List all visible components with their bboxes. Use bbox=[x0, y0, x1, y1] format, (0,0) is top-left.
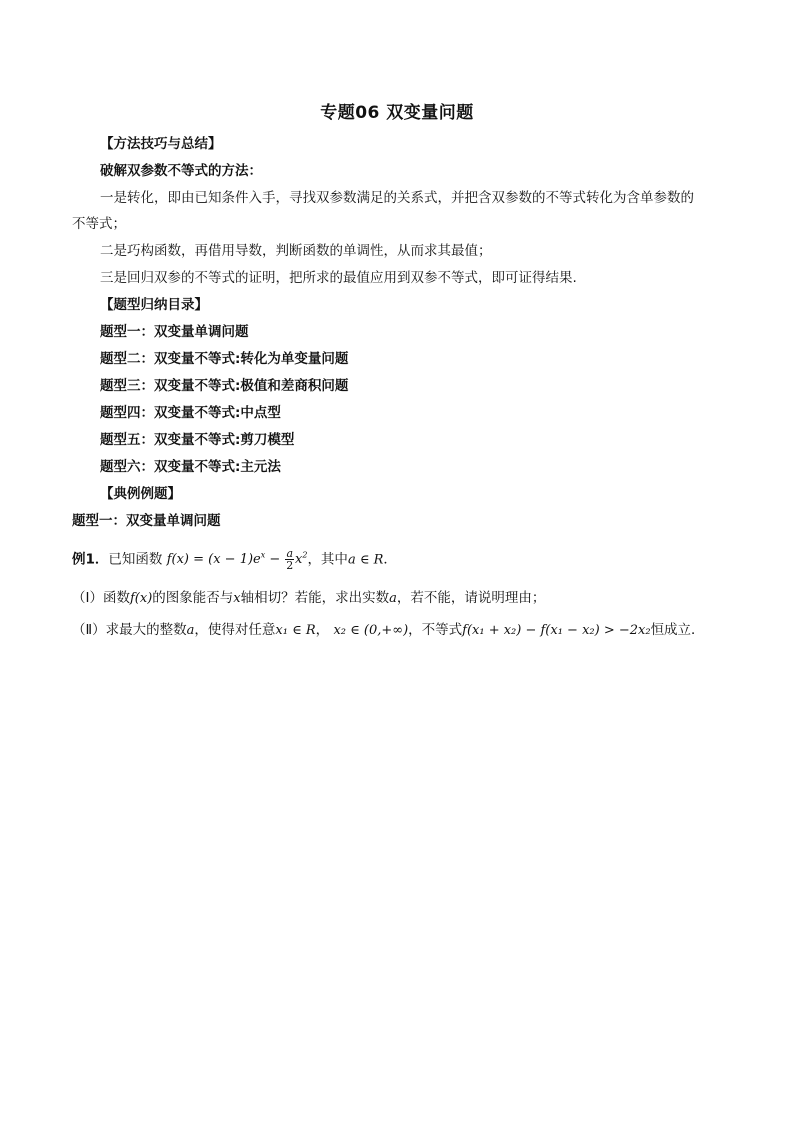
method-1-line-1: 一是转化，即由已知条件入手，寻找双参数满足的关系式，并把含双参数的不等式转化为含单参数的 bbox=[100, 190, 694, 206]
catalog-item-3: 题型三：双变量不等式:极值和差商积问题 bbox=[100, 378, 349, 394]
example-type-heading: 题型一：双变量单调问题 bbox=[72, 513, 221, 529]
parameter-condition: a ∈ R bbox=[347, 552, 384, 568]
method-2: 二是巧构函数，再借用导数，判断函数的单调性，从而求其最值； bbox=[100, 243, 492, 259]
question-2: （Ⅱ）求最大的整数a，使得对任意x₁ ∈ R， x₂ ∈ (0,+∞)，不等式f(x₁ + x₂) − f(x₁ − x₂) > −2x₂恒成立． bbox=[72, 622, 705, 638]
example-1-intro: 已知函数 bbox=[108, 551, 163, 568]
function-definition: $f(x) = (x - 1)e^x$ − $\frac{a}{2}$ $x^2$ bbox=[166, 547, 308, 573]
section-catalog-heading: 【题型归纳目录】 bbox=[100, 297, 208, 313]
example-1-statement: 例1．已知函数 $f(x) = (x - 1)e^x$ − $\frac{a}{2}$ $x^2$，其中a ∈ R． bbox=[72, 547, 397, 573]
methods-heading: 破解双参数不等式的方法： bbox=[100, 163, 262, 179]
section-methods-heading: 【方法技巧与总结】 bbox=[100, 136, 222, 152]
fraction-a-over-2: $\frac{a}{2}$ bbox=[286, 547, 294, 573]
method-3: 三是回归双参的不等式的证明，把所求的最值应用到双参不等式，即可证得结果. bbox=[100, 270, 577, 286]
catalog-item-4: 题型四：双变量不等式:中点型 bbox=[100, 405, 281, 421]
method-1-line-2: 不等式； bbox=[72, 216, 126, 232]
example-1-label: 例1． bbox=[72, 551, 109, 568]
catalog-item-1: 题型一：双变量单调问题 bbox=[100, 324, 249, 340]
example-1-where: ，其中 bbox=[307, 551, 348, 568]
catalog-item-5: 题型五：双变量不等式:剪刀模型 bbox=[100, 432, 295, 448]
catalog-item-2: 题型二：双变量不等式:转化为单变量问题 bbox=[100, 351, 349, 367]
inequality: f(x₁ + x₂) − f(x₁ − x₂) > −2x₂ bbox=[462, 623, 651, 638]
page-title: 专题06 双变量问题 bbox=[320, 103, 474, 123]
catalog-item-6: 题型六：双变量不等式:主元法 bbox=[100, 459, 281, 475]
question-1: （Ⅰ）函数f(x)的图象能否与x轴相切？若能，求出实数a，若不能，请说明理由； bbox=[72, 590, 546, 606]
section-examples-heading: 【典例例题】 bbox=[100, 486, 181, 502]
